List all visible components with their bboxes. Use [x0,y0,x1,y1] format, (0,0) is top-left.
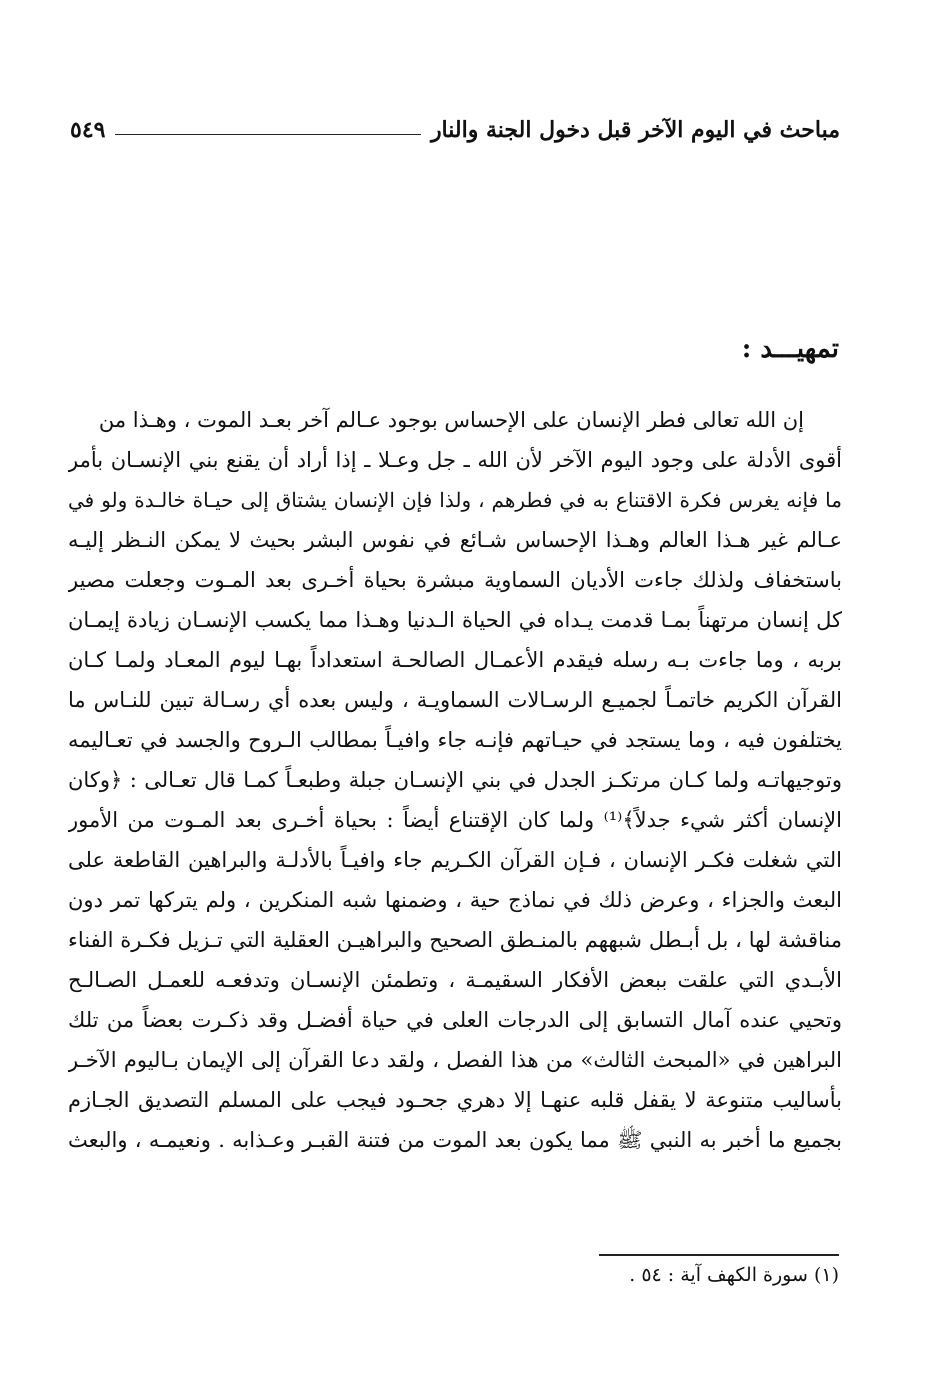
running-header [70,112,840,148]
body-line: البراهين في «المبحث الثالث» من هذا الفصل ، ولقد دعا القرآن إلى الإيمان بـاليوم الآخـر [68,1048,842,1072]
page-number: ٥٤٩ [70,117,106,143]
body-line: بجميع ما أخبر به النبي ﷺ مما يكون بعد الموت من فتنة القبـر وعـذابه . ونعيمـه ، والبعث [68,1128,842,1152]
body-line: عـالم غير هـذا العالم وهـذا الإحساس شـائع في نفوس البشر بحيث لا يمكن النـظر إليـه [68,528,842,552]
body-line: أقوى الأدلة على وجود اليوم الآخر لأن الله ـ جل وعـلا ـ إذا أراد أن يقنع بني الإنسـان بأمر [68,448,842,472]
body-line: بربه ، وما جاءت بـه رسله فيقدم الأعمـال الصالحـة استعداداً بهـا ليوم المعـاد ولمـا كـان [68,648,842,672]
body-line: التي شغلت فكـر الإنسان ، فـإن القرآن الكـريم جاء وافيـاً بالأدلـة والبراهين القاطعة على [68,848,842,872]
body-line: كل إنسان مرتهناً بمـا قدمت يـداه في الحياة الـدنيا وهـذا مما يكسب الإنسـان زيادة إيمـان [68,608,842,632]
body-line: إن الله تعالى فطر الإنسان على الإحساس بوجود عـالم آخر بعـد الموت ، وهـذا من [98,408,804,432]
running-title: مباحث في اليوم الآخر قبل دخول الجنة والنار [430,117,840,143]
body-line: البعث والجزاء ، وعرض ذلك في نماذج حية ، وضمنها شبه المنكرين ، ولم يتركها تمر دون [68,888,842,912]
body-line: القرآن الكريم خاتمـاً لجميـع الرسـالات السماويـة ، وليس بعده أي رسـالة تبين للنـاس ما [68,688,842,712]
body-line: باستخفاف ولذلك جاءت الأديان السماوية مبشرة بحياة أخـرى بعد المـوت وجعلت مصير [68,568,842,592]
body-line: وتحيي عنده آمال التسابق إلى الدرجات العلى في حياة أفضـل وقد ذكـرت بعضاً من تلك [68,1008,842,1032]
body-paragraph [68,400,842,1160]
body-line: ما فإنه يغرس فكرة الاقتناع به في فطرهم ، ولذا فإن الإنسان يشتاق إلى حيـاة خالـدة ولو في [68,488,842,512]
body-line: الإنسان أكثر شيء جدلاً﴾⁽¹⁾ ولما كان الإقتناع أيضاً : بحياة أخـرى بعد المـوت من الأمور [68,808,842,832]
footnote-separator [599,1254,839,1256]
section-heading: تمهيـــد : [741,334,839,364]
body-line: يختلفون فيه ، وما يستجد في حيـاتهم فإنـه جاء وافيـاً بمطالب الـروح والجسد في تعـاليمه [68,728,842,752]
header-rule [115,134,420,135]
body-line: وتوجيهاتـه ولما كـان مرتكـز الجدل في بني الإنسـان جبلة وطبعـاً كمـا قال تعـالى : ﴿وكان [68,768,842,792]
footnote: (١) سورة الكهف آية : ٥٤ . [629,1264,839,1286]
body-line: بأساليب متنوعة لا يقفل قلبه عنهـا إلا دهري جحـود فيجب على المسلم التصديق الجـازم [68,1088,842,1112]
body-line: الأبـدي التي علقت ببعض الأفكار السقيمـة ، وتطمئن الإنسـان وتدفعـه للعمـل الصـالـح [68,968,842,992]
body-line: مناقشة لها ، بل أبـطل شبههم بالمنـطق الصحيح والبراهيـن العقلية التي تـزيل فكـرة الفناء [68,928,842,952]
